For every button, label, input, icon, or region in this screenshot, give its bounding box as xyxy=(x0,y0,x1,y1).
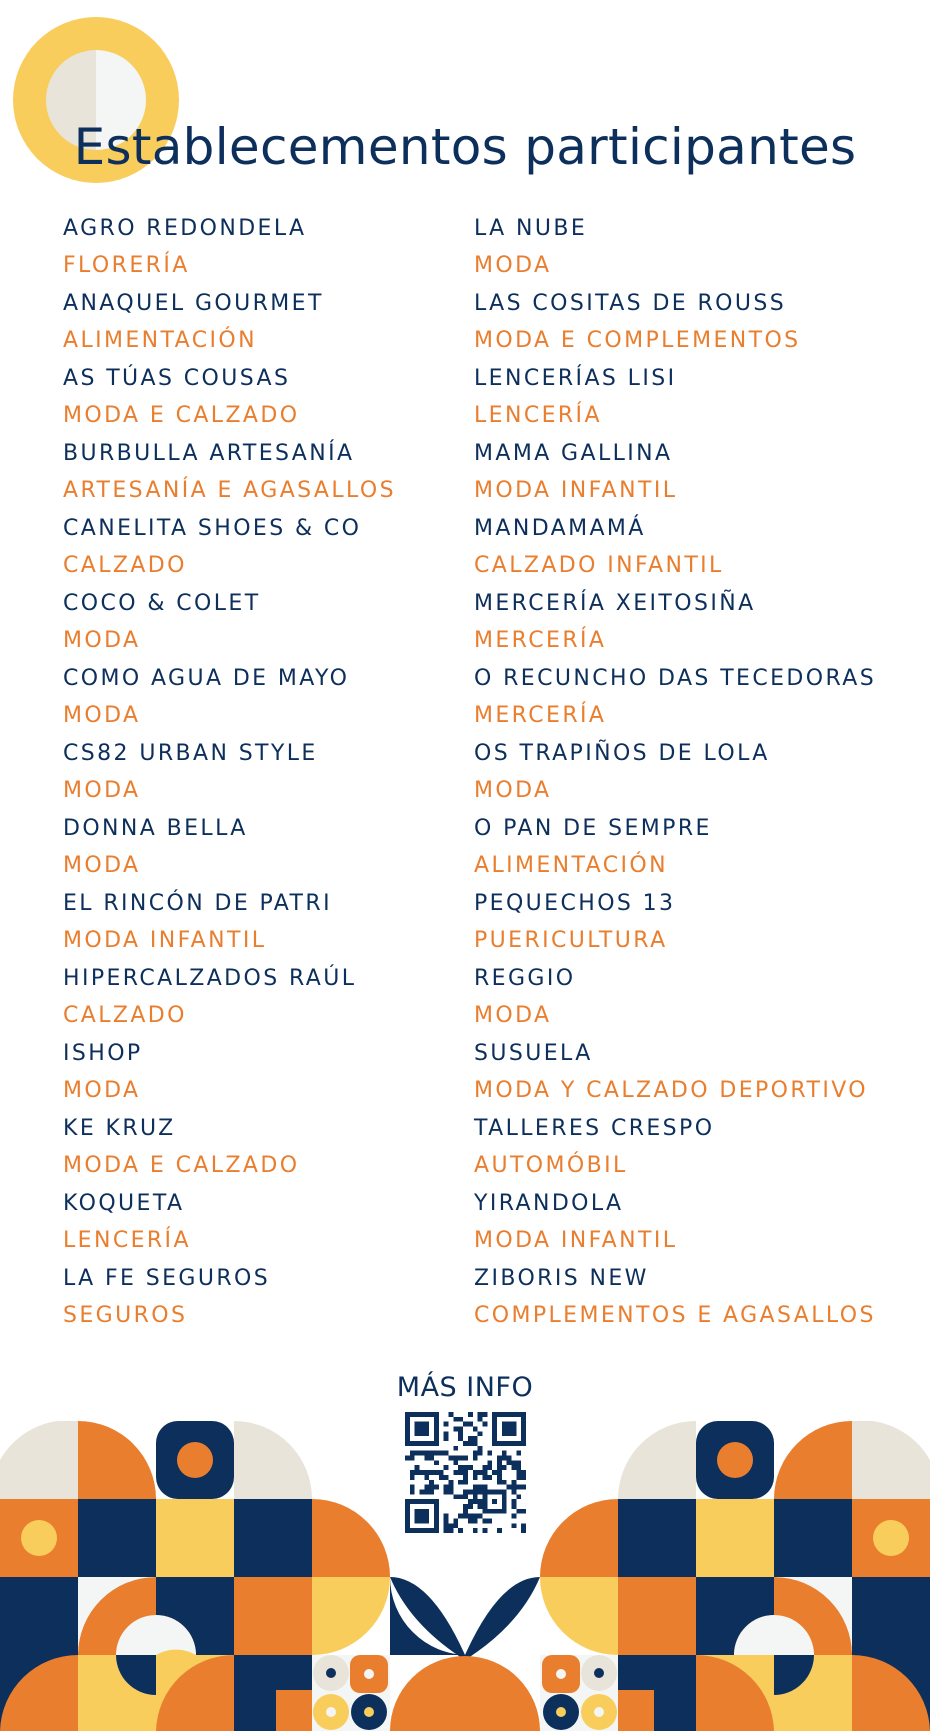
establishment-entry xyxy=(63,660,396,735)
establishment-category: MODA E CALZADO xyxy=(63,1153,300,1178)
establishment-category: MODA xyxy=(63,628,141,653)
establishment-entry xyxy=(63,810,396,885)
establishment-name: PEQUECHOS 13 xyxy=(474,891,676,916)
establishment-entry xyxy=(474,1110,876,1185)
establishment-name: O PAN DE SEMPRE xyxy=(474,816,712,841)
establishment-entry xyxy=(63,1110,396,1185)
establishment-name: LA FE SEGUROS xyxy=(63,1266,271,1291)
establishment-entry xyxy=(63,1185,396,1260)
establishment-entry xyxy=(474,1260,876,1335)
establishment-entry xyxy=(63,960,396,1035)
establishment-category: COMPLEMENTOS E AGASALLOS xyxy=(474,1303,876,1328)
establishment-category: MODA xyxy=(63,1078,141,1103)
establishment-category: MERCERÍA xyxy=(474,703,607,728)
establishment-name: CANELITA SHOES & CO xyxy=(63,516,362,541)
establishment-entry xyxy=(63,735,396,810)
establishment-name: ISHOP xyxy=(63,1041,143,1066)
more-info-label: MÁS INFO xyxy=(396,1372,534,1403)
establishment-entry xyxy=(474,810,876,885)
establishment-category: CALZADO INFANTIL xyxy=(474,553,724,578)
establishment-entry xyxy=(474,510,876,585)
establishment-name: AGRO REDONDELA xyxy=(63,216,307,241)
establishment-name: OS TRAPIÑOS DE LOLA xyxy=(474,741,770,766)
establishment-entry xyxy=(474,660,876,735)
establishment-entry xyxy=(474,960,876,1035)
establishment-category: SEGUROS xyxy=(63,1303,188,1328)
establishment-category: LENCERÍA xyxy=(63,1228,191,1253)
establishment-category: MODA xyxy=(63,853,141,878)
establishment-entry xyxy=(63,1035,396,1110)
establishment-name: ANAQUEL GOURMET xyxy=(63,291,324,316)
establishment-name: YIRANDOLA xyxy=(474,1191,624,1216)
establishment-name: CS82 URBAN STYLE xyxy=(63,741,318,766)
establishment-category: AUTOMÓBIL xyxy=(474,1153,628,1178)
establishment-name: DONNA BELLA xyxy=(63,816,248,841)
establishments-left-column xyxy=(63,210,396,1335)
establishment-category: MODA INFANTIL xyxy=(474,478,678,503)
establishment-name: KE KRUZ xyxy=(63,1116,176,1141)
establishment-category: MODA E COMPLEMENTOS xyxy=(474,328,801,353)
establishment-category: ALIMENTACIÓN xyxy=(63,328,257,353)
establishment-name: ZIBORIS NEW xyxy=(474,1266,649,1291)
establishment-entry xyxy=(474,360,876,435)
establishment-entry xyxy=(63,510,396,585)
establishment-name: O RECUNCHO DAS TECEDORAS xyxy=(474,666,877,691)
establishment-name: COCO & COLET xyxy=(63,591,261,616)
establishment-entry xyxy=(474,1035,876,1110)
establishment-name: KOQUETA xyxy=(63,1191,185,1216)
establishment-name: AS TÚAS COUSAS xyxy=(63,366,291,391)
establishment-entry xyxy=(474,885,876,960)
establishment-category: ARTESANÍA E AGASALLOS xyxy=(63,478,396,503)
establishment-category: LENCERÍA xyxy=(474,403,602,428)
establishment-entry xyxy=(474,585,876,660)
establishment-name: MANDAMAMÁ xyxy=(474,516,646,541)
establishment-name: LENCERÍAS LISI xyxy=(474,366,677,391)
establishment-entry xyxy=(63,285,396,360)
establishment-entry xyxy=(63,210,396,285)
establishment-name: LA NUBE xyxy=(474,216,588,241)
establishment-name: MAMA GALLINA xyxy=(474,441,673,466)
establishment-name: BURBULLA ARTESANÍA xyxy=(63,441,355,466)
establishment-name: SUSUELA xyxy=(474,1041,593,1066)
establishment-category: MODA xyxy=(474,253,552,278)
establishment-entry xyxy=(63,885,396,960)
establishment-category: MODA E CALZADO xyxy=(63,403,300,428)
establishment-category: MODA INFANTIL xyxy=(474,1228,678,1253)
establishment-category: MODA xyxy=(63,703,141,728)
establishment-entry xyxy=(474,435,876,510)
establishment-category: MODA INFANTIL xyxy=(63,928,267,953)
establishment-entry xyxy=(63,1260,396,1335)
establishment-name: TALLERES CRESPO xyxy=(474,1116,715,1141)
establishment-entry xyxy=(63,360,396,435)
geometric-pattern xyxy=(0,1421,930,1731)
establishments-right-column xyxy=(474,210,876,1335)
establishment-category: MODA Y CALZADO DEPORTIVO xyxy=(474,1078,868,1103)
establishment-entry xyxy=(474,285,876,360)
establishment-name: REGGIO xyxy=(474,966,576,991)
establishment-entry xyxy=(474,735,876,810)
establishment-category: ALIMENTACIÓN xyxy=(474,853,668,878)
establishment-category: PUERICULTURA xyxy=(474,928,668,953)
establishment-name: MERCERÍA XEITOSIÑA xyxy=(474,591,756,616)
page-title: Establecementos participantes xyxy=(73,118,857,176)
establishment-name: HIPERCALZADOS RAÚL xyxy=(63,966,357,991)
establishment-category: MODA xyxy=(63,778,141,803)
establishment-entry xyxy=(63,435,396,510)
establishment-category: CALZADO xyxy=(63,1003,187,1028)
establishment-entry xyxy=(474,1185,876,1260)
establishment-name: EL RINCÓN DE PATRI xyxy=(63,891,332,916)
establishment-entry xyxy=(63,585,396,660)
establishment-category: FLORERÍA xyxy=(63,253,190,278)
establishment-category: MERCERÍA xyxy=(474,628,607,653)
establishment-name: LAS COSITAS DE ROUSS xyxy=(474,291,787,316)
establishment-name: COMO AGUA DE MAYO xyxy=(63,666,350,691)
establishment-category: MODA xyxy=(474,1003,552,1028)
establishment-category: MODA xyxy=(474,778,552,803)
establishment-entry xyxy=(474,210,876,285)
establishment-category: CALZADO xyxy=(63,553,187,578)
